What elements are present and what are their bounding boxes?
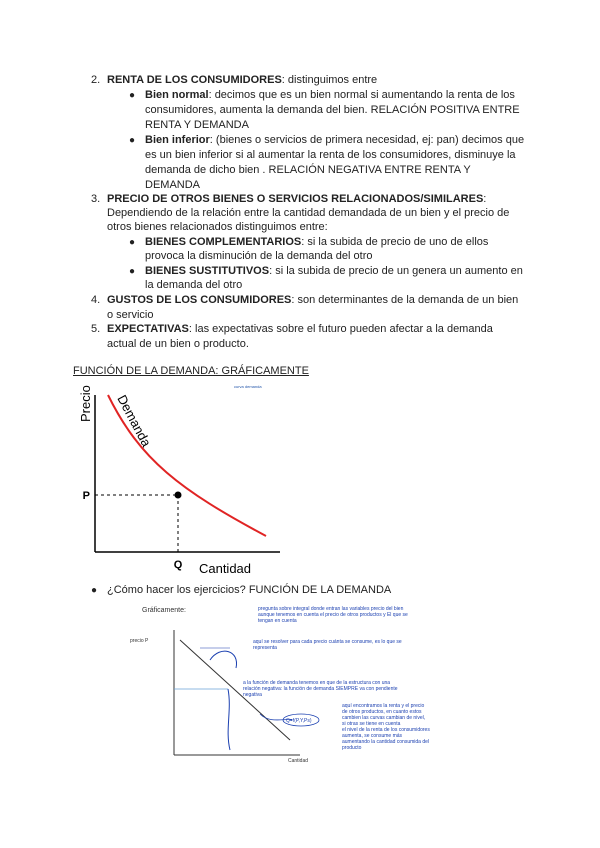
text-line: es un bien inferior si al aumentar la renta de los consumidores, disminuye la xyxy=(145,149,516,161)
note-block: aquí encontramos la renta y el precio de otros productos, en cuanto estos cambien las curvas cambian de nivel, si otras se tiene en cuenta el nivel de la renta de los consumidores aumenta, se consume más aumentando la cantidad consumida del producto xyxy=(342,703,430,751)
item-precio-otros: PRECIO DE OTROS BIENES O SERVICIOS RELACIONADOS/SIMILARES: xyxy=(107,193,487,205)
text-line: demanda de dicho bien . RELACIÓN NEGATIVA ENTRE RENTA Y xyxy=(145,164,471,176)
text-line: provoca la disminución de la demanda del otro xyxy=(145,250,373,262)
sub-complementarios: BIENES COMPLEMENTARIOS: si la subida de precio de uno de ellos xyxy=(145,236,489,248)
item-title: PRECIO DE OTROS BIENES O SERVICIOS RELACIONADOS/SIMILARES xyxy=(107,193,484,205)
cant-label: Cantidad xyxy=(288,758,309,764)
tiny-label: curva demanda xyxy=(234,384,262,389)
item-number: 3. xyxy=(91,193,101,205)
item-number: 2. xyxy=(91,74,101,86)
text-line: otros bienes relacionados distinguimos entre: xyxy=(107,221,328,233)
curve-label: Demanda xyxy=(114,392,155,450)
item-title: GUSTOS DE LOS CONSUMIDORES xyxy=(107,294,292,306)
bullet-dot: ● xyxy=(129,266,136,277)
item-renta: RENTA DE LOS CONSUMIDORES: distinguimos entre xyxy=(107,74,378,86)
item-expectativas: EXPECTATIVAS: las expectativas sobre el futuro pueden afectar a la demanda xyxy=(107,323,493,335)
bullet-dot: ● xyxy=(129,135,136,146)
note-block: pregunta sobre integral donde entran las variables precio del bien aunque tenemos en cuenta el precio de otros productos y El que se tengan en cuenta xyxy=(258,606,408,624)
item-gustos: GUSTOS DE LOS CONSUMIDORES: son determinantes de la demanda de un bien xyxy=(107,294,519,306)
sub-sustitutivos: BIENES SUSTITUTIVOS: si la subida de precio de un genera un aumento en xyxy=(145,265,523,277)
y-axis-label: Precio xyxy=(78,385,93,422)
text-line: actual de un bien o producto. xyxy=(107,338,249,350)
ink-arrow xyxy=(210,651,237,668)
bullet-dot: ● xyxy=(129,90,136,101)
item-title: EXPECTATIVAS xyxy=(107,323,189,335)
text-line: DEMANDA xyxy=(145,179,201,191)
sub-bien-inferior: Bien inferior: (bienes o servicios de primera necesidad, ej: pan) decimos que xyxy=(145,134,525,146)
x-axis-label: Cantidad xyxy=(198,561,252,576)
equilibrium-point xyxy=(175,492,182,499)
bullet-dot: ● xyxy=(91,585,98,596)
text-line: la demanda del otro xyxy=(145,279,243,291)
note-block: aquí se resolver para cada precio cuánta se consume, es lo que se representa xyxy=(253,639,402,651)
text-line: Dependiendo de la relación entre la cantidad demandada de un bien y el precio de xyxy=(107,207,510,219)
graf-label: Gráficamente: xyxy=(142,607,186,614)
precio-label: precio P xyxy=(130,638,149,644)
item-number: 4. xyxy=(91,294,101,306)
exercise-question: ¿Cómo hacer los ejercicios? FUNCIÓN DE LA DEMANDA xyxy=(107,584,392,596)
demand-chart xyxy=(70,380,300,580)
ink-stroke xyxy=(228,689,230,750)
item-number: 5. xyxy=(91,323,101,335)
formula-label: Q=f(P,Y,Ps) xyxy=(286,718,312,724)
p-label: P xyxy=(82,490,90,502)
text-line: RENTA Y DEMANDA xyxy=(145,119,249,131)
item-title: RENTA DE LOS CONSUMIDORES xyxy=(107,74,282,86)
section-heading: FUNCIÓN DE LA DEMANDA: GRÁFICAMENTE xyxy=(73,365,309,377)
bullet-dot: ● xyxy=(129,237,136,248)
q-label: Q xyxy=(173,559,183,571)
text-line: o servicio xyxy=(107,309,154,321)
text-line: consumidores, aumenta la demanda del bien. RELACIÓN POSITIVA ENTRE xyxy=(145,104,520,116)
sub-bien-normal: Bien normal: decimos que es un bien normal si aumentando la renta de los xyxy=(145,89,515,101)
note-block: a la función de demanda tenemos en que de la estructura con una relación negativa: la función de demanda SIEMPRE va con pendiente negativa xyxy=(243,680,398,698)
